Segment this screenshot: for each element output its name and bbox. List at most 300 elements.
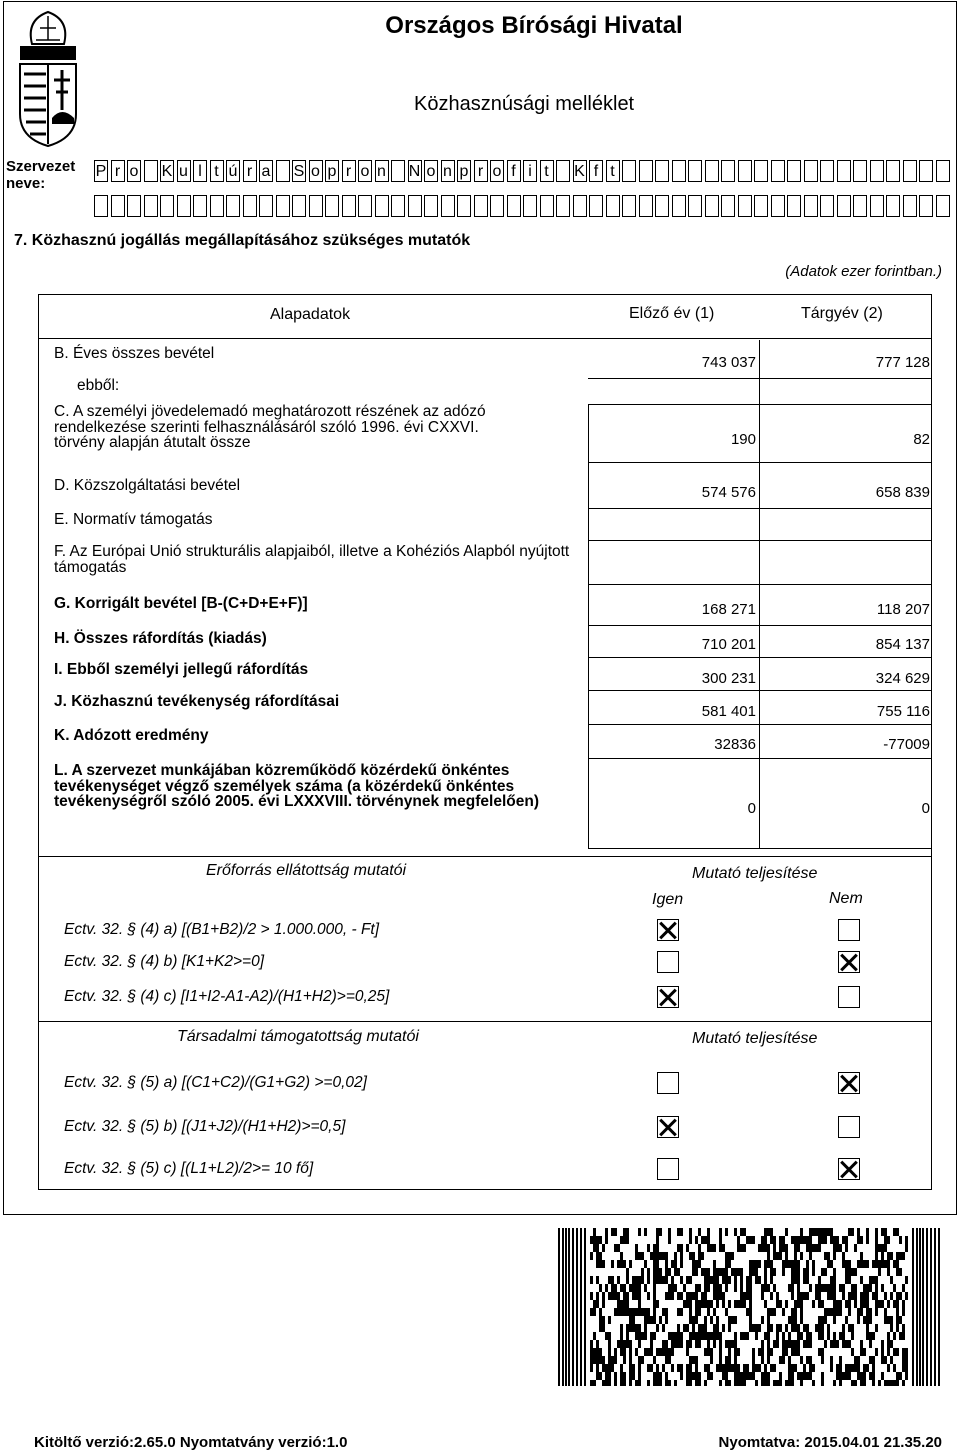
no-checkbox[interactable] <box>838 1116 860 1138</box>
barcode-module <box>869 1316 872 1324</box>
barcode-module <box>782 1236 785 1244</box>
yes-checkbox[interactable] <box>657 1158 679 1180</box>
header-divider <box>38 338 932 339</box>
org-name-char-cell <box>210 195 224 217</box>
barcode-module <box>620 1300 623 1308</box>
yes-checkbox[interactable] <box>657 951 679 973</box>
barcode-module <box>890 1340 893 1348</box>
barcode-module <box>827 1332 830 1340</box>
no-checkbox[interactable] <box>838 1158 860 1180</box>
barcode-module <box>659 1268 662 1276</box>
barcode-module <box>659 1372 662 1380</box>
barcode-module <box>710 1244 713 1252</box>
barcode-module <box>869 1372 872 1380</box>
barcode-module <box>863 1260 866 1268</box>
barcode-module <box>653 1268 656 1276</box>
barcode-module <box>824 1308 827 1316</box>
barcode-module <box>650 1340 653 1348</box>
barcode-module <box>632 1372 635 1380</box>
barcode-module <box>608 1276 611 1284</box>
barcode-module <box>722 1324 725 1332</box>
barcode-module <box>881 1252 884 1260</box>
org-name-char-cell <box>738 160 752 182</box>
barcode-module <box>800 1332 803 1340</box>
barcode-module <box>632 1284 635 1292</box>
barcode-module <box>785 1252 788 1260</box>
org-name-char-cell <box>936 195 950 217</box>
barcode-module <box>614 1244 617 1252</box>
barcode-module <box>677 1308 680 1316</box>
barcode-module <box>668 1356 671 1364</box>
barcode-module <box>626 1236 629 1244</box>
barcode-module <box>773 1340 776 1348</box>
barcode-module <box>698 1372 701 1380</box>
barcode-module <box>602 1292 605 1300</box>
barcode-module <box>692 1268 695 1276</box>
barcode-module <box>848 1324 851 1332</box>
barcode-module <box>779 1324 782 1332</box>
barcode-module <box>638 1308 641 1316</box>
barcode-module <box>803 1340 806 1348</box>
barcode-module <box>653 1300 656 1308</box>
barcode-module <box>689 1356 692 1364</box>
org-name-char-cell: f <box>589 160 603 182</box>
org-name-char-cell <box>754 160 768 182</box>
org-name-char-cell <box>507 195 521 217</box>
barcode-module <box>794 1276 797 1284</box>
barcode-module <box>830 1364 833 1372</box>
barcode-module <box>890 1316 893 1324</box>
barcode-module <box>614 1228 617 1236</box>
barcode-module <box>662 1324 665 1332</box>
org-name-char-cell <box>936 160 950 182</box>
org-name-char-cell <box>639 195 653 217</box>
barcode-module <box>845 1236 848 1244</box>
barcode-module <box>779 1300 782 1308</box>
barcode-module <box>644 1228 647 1236</box>
org-name-char-cell <box>177 195 191 217</box>
barcode-module <box>827 1324 830 1332</box>
barcode-module <box>815 1292 818 1300</box>
org-name-char-cell: o <box>127 160 141 182</box>
barcode-module <box>800 1292 803 1300</box>
page-title: Országos Bírósági Hivatal <box>385 12 683 39</box>
barcode-module <box>608 1316 611 1324</box>
barcode-module <box>719 1292 722 1300</box>
barcode-module <box>629 1316 632 1324</box>
barcode-module <box>905 1292 908 1300</box>
barcode-module <box>596 1372 599 1380</box>
barcode-module <box>590 1276 593 1284</box>
barcode-module <box>626 1300 629 1308</box>
social-perf-label: Mutató teljesítése <box>692 1030 818 1047</box>
barcode-module <box>620 1348 623 1356</box>
barcode-module <box>818 1316 821 1324</box>
barcode-module <box>707 1300 710 1308</box>
barcode-module <box>695 1284 698 1292</box>
barcode-module <box>719 1364 722 1372</box>
barcode-module <box>794 1324 797 1332</box>
barcode-module <box>695 1260 698 1268</box>
barcode-module <box>794 1244 797 1252</box>
barcode-module <box>821 1284 824 1292</box>
barcode-module <box>716 1332 719 1340</box>
barcode-module <box>770 1268 773 1276</box>
barcode-module <box>905 1364 908 1372</box>
barcode-module <box>791 1276 794 1284</box>
barcode-module <box>716 1292 719 1300</box>
barcode-module <box>647 1276 650 1284</box>
barcode-module <box>635 1252 638 1260</box>
row-label: B. Éves összes bevétel <box>54 345 215 362</box>
barcode-module <box>809 1356 812 1364</box>
barcode-module <box>674 1252 677 1260</box>
barcode-module <box>608 1364 611 1372</box>
barcode-module <box>638 1284 641 1292</box>
barcode-module <box>833 1300 836 1308</box>
barcode-module <box>692 1316 695 1324</box>
barcode-module <box>641 1332 644 1340</box>
org-name-char-cell <box>787 195 801 217</box>
barcode-module <box>725 1308 728 1316</box>
barcode-module <box>881 1244 884 1252</box>
barcode-module <box>782 1356 785 1364</box>
barcode-module <box>848 1276 851 1284</box>
barcode-module <box>686 1276 689 1284</box>
footer-version: Kitöltő verzió:2.65.0 Nyomtatvány verzió:1.0 <box>34 1434 348 1451</box>
barcode-module <box>821 1228 824 1236</box>
barcode-module <box>794 1364 797 1372</box>
barcode-module <box>653 1252 656 1260</box>
org-name-char-cell <box>127 195 141 217</box>
barcode-module <box>722 1372 725 1380</box>
barcode-module <box>626 1268 629 1276</box>
barcode-module <box>779 1236 782 1244</box>
barcode-module <box>689 1308 692 1316</box>
barcode-module <box>902 1300 905 1308</box>
barcode-module <box>866 1324 869 1332</box>
barcode-module <box>647 1316 650 1324</box>
barcode-module <box>605 1364 608 1372</box>
barcode-module <box>626 1332 629 1340</box>
barcode-module <box>800 1316 803 1324</box>
yes-checkbox[interactable] <box>657 1116 679 1138</box>
barcode-module <box>635 1324 638 1332</box>
barcode-module <box>635 1292 638 1300</box>
barcode-module <box>800 1228 803 1236</box>
barcode-module <box>710 1372 713 1380</box>
barcode-module <box>776 1300 779 1308</box>
barcode-module <box>623 1380 626 1386</box>
barcode-module <box>701 1268 704 1276</box>
org-name-char-cell <box>457 195 471 217</box>
barcode-module <box>896 1252 899 1260</box>
barcode-module <box>680 1276 683 1284</box>
barcode-module <box>872 1380 875 1386</box>
barcode-module <box>707 1244 710 1252</box>
barcode-module <box>707 1276 710 1284</box>
barcode-module <box>797 1236 800 1244</box>
barcode-module <box>632 1276 635 1284</box>
barcode-module <box>887 1332 890 1340</box>
barcode-module <box>752 1348 755 1356</box>
barcode-module <box>704 1380 707 1386</box>
barcode-module <box>854 1292 857 1300</box>
org-name-char-cell: a <box>259 160 273 182</box>
barcode-module <box>800 1308 803 1316</box>
barcode-module <box>830 1284 833 1292</box>
barcode-module <box>845 1276 848 1284</box>
yes-checkbox[interactable] <box>657 919 679 941</box>
barcode-module <box>635 1332 638 1340</box>
barcode-bar <box>922 1228 924 1386</box>
barcode-module <box>803 1324 806 1332</box>
barcode-module <box>833 1268 836 1276</box>
prev-year-value: 743 037 <box>701 354 756 371</box>
barcode-module <box>905 1244 908 1252</box>
barcode-module <box>707 1236 710 1244</box>
barcode-module <box>764 1276 767 1284</box>
barcode-bar <box>562 1228 564 1386</box>
barcode-module <box>590 1380 593 1386</box>
barcode-module <box>863 1364 866 1372</box>
barcode-module <box>887 1340 890 1348</box>
barcode-module <box>899 1332 902 1340</box>
barcode-module <box>848 1308 851 1316</box>
barcode-module <box>674 1332 677 1340</box>
barcode-module <box>665 1268 668 1276</box>
barcode-module <box>761 1292 764 1300</box>
barcode-module <box>884 1316 887 1324</box>
barcode-module <box>755 1268 758 1276</box>
barcode-module <box>635 1244 638 1252</box>
barcode-module <box>788 1284 791 1292</box>
barcode-module <box>722 1292 725 1300</box>
barcode-module <box>611 1292 614 1300</box>
barcode-module <box>761 1244 764 1252</box>
barcode-module <box>623 1356 626 1364</box>
barcode-module <box>851 1324 854 1332</box>
barcode-module <box>713 1268 716 1276</box>
barcode-module <box>605 1228 608 1236</box>
barcode-module <box>767 1252 770 1260</box>
barcode-module <box>647 1244 650 1252</box>
barcode-module <box>893 1228 896 1236</box>
no-checkbox[interactable] <box>838 951 860 973</box>
barcode-module <box>848 1260 851 1268</box>
barcode-module <box>896 1260 899 1268</box>
barcode-module <box>761 1356 764 1364</box>
barcode-module <box>689 1300 692 1308</box>
barcode-module <box>893 1364 896 1372</box>
org-name-char-cell <box>589 195 603 217</box>
org-name-char-cell <box>606 195 620 217</box>
org-name-char-cell: ú <box>226 160 240 182</box>
barcode-module <box>758 1260 761 1268</box>
barcode-module <box>686 1244 689 1252</box>
curr-year-value: 82 <box>913 431 930 448</box>
barcode-module <box>794 1308 797 1316</box>
no-checkbox[interactable] <box>838 919 860 941</box>
barcode-module <box>725 1340 728 1348</box>
org-name-char-cell <box>886 160 900 182</box>
barcode-module <box>818 1236 821 1244</box>
barcode-module <box>704 1348 707 1356</box>
org-name-char-cell <box>721 160 735 182</box>
footer-printed: Nyomtatva: 2015.04.01 21.35.20 <box>718 1434 942 1451</box>
org-name-char-cell <box>94 195 108 217</box>
barcode-module <box>740 1332 743 1340</box>
barcode-module <box>680 1252 683 1260</box>
barcode-module <box>797 1260 800 1268</box>
barcode-module <box>734 1332 737 1340</box>
barcode-module <box>782 1244 785 1252</box>
barcode-module <box>818 1332 821 1340</box>
barcode-module <box>650 1316 653 1324</box>
barcode-module <box>875 1300 878 1308</box>
barcode-module <box>725 1372 728 1380</box>
prev-year-value: 300 231 <box>701 670 756 687</box>
barcode-module <box>671 1348 674 1356</box>
barcode-module <box>692 1332 695 1340</box>
org-name-char-cell: r <box>474 160 488 182</box>
barcode-module <box>767 1356 770 1364</box>
barcode-module <box>665 1276 668 1284</box>
barcode-module <box>734 1356 737 1364</box>
no-checkbox[interactable] <box>838 986 860 1008</box>
org-name-char-cell: p <box>457 160 471 182</box>
barcode-module <box>683 1324 686 1332</box>
barcode-module <box>770 1260 773 1268</box>
barcode-module <box>629 1380 632 1386</box>
barcode-module <box>866 1308 869 1316</box>
barcode-module <box>608 1372 611 1380</box>
barcode-module <box>644 1284 647 1292</box>
barcode-module <box>707 1268 710 1276</box>
barcode-module <box>698 1340 701 1348</box>
barcode-module <box>881 1300 884 1308</box>
barcode-module <box>716 1316 719 1324</box>
barcode-module <box>896 1380 899 1386</box>
barcode-module <box>617 1276 620 1284</box>
barcode-bar <box>926 1228 928 1386</box>
value-cell-border <box>588 404 932 405</box>
barcode-module <box>845 1300 848 1308</box>
barcode-module <box>668 1292 671 1300</box>
barcode-module <box>659 1380 662 1386</box>
barcode-module <box>788 1356 791 1364</box>
barcode-module <box>863 1372 866 1380</box>
prev-year-value: 710 201 <box>701 636 756 653</box>
barcode-module <box>749 1292 752 1300</box>
barcode-module <box>821 1324 824 1332</box>
curr-year-value: 755 116 <box>876 703 930 720</box>
barcode-module <box>728 1276 731 1284</box>
barcode-module <box>740 1380 743 1386</box>
org-name-char-cell <box>523 195 537 217</box>
unit-note: (Adatok ezer forintban.) <box>785 263 942 280</box>
barcode-module <box>629 1324 632 1332</box>
barcode-module <box>731 1268 734 1276</box>
org-name-char-cell <box>111 195 125 217</box>
barcode-module <box>752 1260 755 1268</box>
barcode-module <box>833 1244 836 1252</box>
barcode-module <box>767 1228 770 1236</box>
prev-year-value: 581 401 <box>701 703 756 720</box>
barcode-module <box>689 1276 692 1284</box>
barcode-bar <box>938 1228 940 1386</box>
yes-checkbox[interactable] <box>657 986 679 1008</box>
barcode-module <box>626 1308 629 1316</box>
barcode-module <box>902 1380 905 1386</box>
barcode-module <box>752 1356 755 1364</box>
barcode-module <box>776 1340 779 1348</box>
barcode-module <box>758 1276 761 1284</box>
barcode-module <box>746 1292 749 1300</box>
barcode-module <box>752 1236 755 1244</box>
barcode-module <box>752 1372 755 1380</box>
barcode-module <box>851 1332 854 1340</box>
yes-checkbox[interactable] <box>657 1072 679 1094</box>
barcode-module <box>824 1316 827 1324</box>
row-label: J. Közhasznú tevékenység ráfordításai <box>54 693 340 710</box>
barcode-module <box>734 1372 737 1380</box>
barcode-module <box>764 1380 767 1386</box>
barcode-module <box>788 1380 791 1386</box>
barcode-module <box>842 1260 845 1268</box>
barcode-module <box>884 1244 887 1252</box>
row-label: L. A szervezet munkájában közreműködő közérdekű önkéntes tevékenységet végző személyek száma (a közérdekű önkéntes tevékenységről szóló 2005. évi LXXXVIII. törvénynek megfelelően) <box>54 762 540 810</box>
barcode-module <box>596 1260 599 1268</box>
barcode-module <box>770 1364 773 1372</box>
barcode-module <box>758 1348 761 1356</box>
row-label: C. A személyi jövedelemadó meghatározott részének az adózó rendelkezése szerinti felhasználásáról szóló 1996. évi CXXVI. törvény alapján átutalt össze <box>54 403 486 451</box>
col-header-prev-year: Előző év (1) <box>629 305 715 322</box>
barcode-module <box>635 1276 638 1284</box>
org-name-char-cell <box>144 160 158 182</box>
barcode-module <box>842 1252 845 1260</box>
barcode-module <box>821 1236 824 1244</box>
barcode-module <box>836 1364 839 1372</box>
barcode-module <box>869 1332 872 1340</box>
org-name-char-cell <box>903 160 917 182</box>
barcode-module <box>731 1340 734 1348</box>
barcode-module <box>665 1340 668 1348</box>
barcode-module <box>839 1380 842 1386</box>
barcode-module <box>737 1268 740 1276</box>
barcode-module <box>809 1332 812 1340</box>
barcode-module <box>704 1364 707 1372</box>
barcode-module <box>749 1276 752 1284</box>
barcode-module <box>629 1340 632 1348</box>
barcode-module <box>866 1284 869 1292</box>
barcode-module <box>803 1268 806 1276</box>
barcode-module <box>809 1340 812 1348</box>
barcode-module <box>728 1300 731 1308</box>
barcode-module <box>836 1340 839 1348</box>
org-name-char-cell <box>655 160 669 182</box>
barcode-module <box>905 1356 908 1364</box>
barcode-module <box>851 1268 854 1276</box>
barcode-module <box>809 1244 812 1252</box>
barcode-module <box>653 1316 656 1324</box>
barcode-module <box>593 1244 596 1252</box>
barcode-module <box>647 1364 650 1372</box>
barcode-module <box>671 1260 674 1268</box>
barcode-module <box>659 1348 662 1356</box>
no-checkbox[interactable] <box>838 1072 860 1094</box>
barcode-module <box>620 1340 623 1348</box>
